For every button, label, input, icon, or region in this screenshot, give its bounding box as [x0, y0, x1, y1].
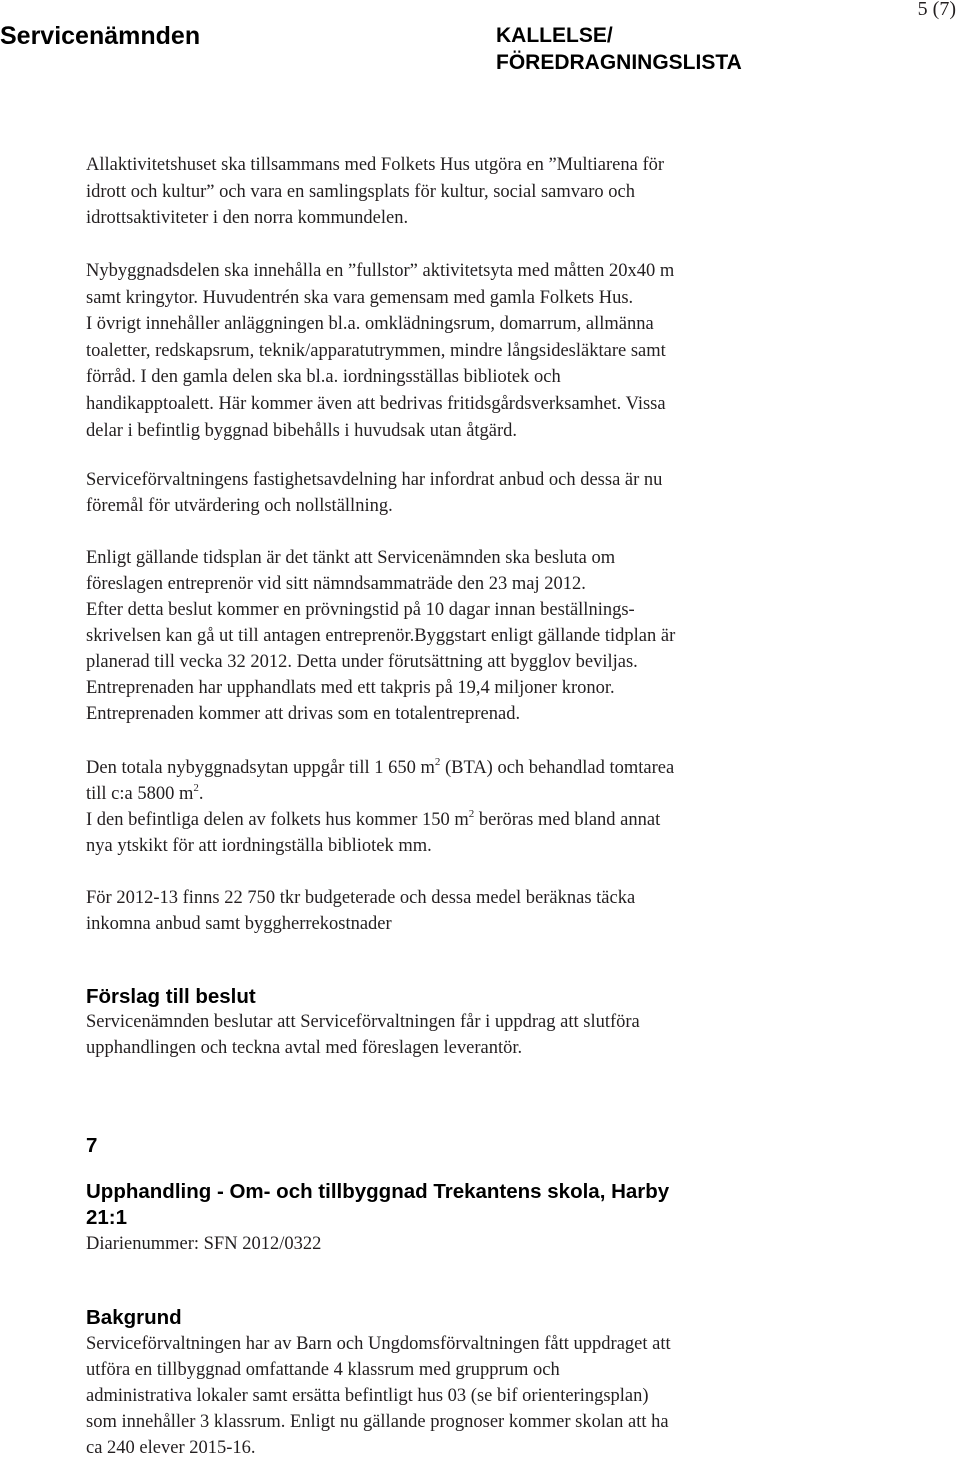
text-line: skrivelsen kan gå ut till antagen entreprenör.Byggstart enligt gällande tidplan är: [86, 626, 676, 646]
text-line: Allaktivitetshuset ska tillsammans med Folkets Hus utgöra en ”Multiarena för: [86, 155, 665, 175]
proposal-heading: Förslag till beslut: [86, 985, 256, 1008]
text-line: Den totala nybyggnadsytan uppgår till 1 650 $m^2$ (BTA) och behandlad tomtarea: [86, 755, 675, 778]
text-line: planerad till vecka 32 2012. Detta under förutsättning att bygglov beviljas.: [86, 652, 638, 672]
paragraph-tidsplan: [86, 545, 802, 727]
item-title: Upphandling - Om- och tillbyggnad Trekantens skola, Harby: [86, 1180, 670, 1203]
document-type-line-2: FÖREDRAGNINGSLISTA: [496, 51, 742, 74]
text-line: idrott och kultur” och vara en samlingsplats för kultur, social samvaro och: [86, 181, 635, 202]
text-line: utföra en tillbyggnad omfattande 4 klassrum med grupprum och: [86, 1360, 560, 1380]
text-line: till c:a 5800 $m^2$.: [86, 781, 204, 804]
document-type-line-1: KALLELSE/: [496, 24, 613, 47]
text-line: I övrigt innehåller anläggningen bl.a. omklädningsrum, domarrum, allmänna: [86, 314, 654, 335]
text-line: idrottsaktiviteter i den norra kommundelen.: [86, 208, 409, 229]
text-line: För 2012-13 finns 22 750 tkr budgeterade och dessa medel beräknas täcka: [86, 888, 636, 908]
text-line: som innehåller 3 klassrum. Enligt nu gällande prognoser kommer skolan att ha: [86, 1412, 669, 1432]
background-heading: Bakgrund: [86, 1306, 182, 1329]
paragraph-anbud: [86, 467, 802, 519]
text-line: administrativa lokaler samt ersätta befintligt hus 03 (se bif orienteringsplan): [86, 1386, 649, 1406]
paragraph-nybyggnad: [86, 258, 802, 444]
text-line: delar i befintlig byggnad bibehålls i huvudsak utan åtgärd.: [86, 420, 518, 441]
text-line: toaletter, redskapsrum, teknik/apparatutrymmen, mindre långsidesläktare samt: [86, 340, 666, 361]
text-line: Nybyggnadsdelen ska innehålla en ”fullstor” aktivitetsyta med måtten 20x40 m: [86, 261, 675, 281]
item-number: 7: [86, 1134, 98, 1157]
text-line: ca 240 elever 2015-16.: [86, 1438, 256, 1458]
text-line: Enligt gällande tidsplan är det tänkt att Servicenämnden ska besluta om: [86, 548, 616, 568]
proposal-text: [86, 1009, 802, 1061]
document-type: [496, 22, 742, 76]
text-line: inkomna anbud samt byggherrekostnader: [86, 914, 392, 934]
text-line: Serviceförvaltningens fastighetsavdelning har infordrat anbud och dessa är nu: [86, 470, 663, 490]
diary-number: [86, 1231, 802, 1257]
paragraph-multiarena: [86, 152, 802, 232]
text-line: förråd. I den gamla delen ska bl.a. iordningsställas bibliotek och: [86, 367, 561, 388]
paragraph-budget: [86, 885, 802, 937]
text-line: handikapptoalett. Här kommer även att bedrivas fritidsgårdsverksamhet. Vissa: [86, 393, 666, 414]
paragraph-ytor: [86, 755, 802, 859]
text-line: nya ytskikt för att iordningställa bibliotek mm.: [86, 836, 432, 856]
item-reference: 21:1: [86, 1206, 128, 1229]
text-line: föreslagen entreprenör vid sitt nämndsammaträde den 23 maj 2012.: [86, 574, 586, 594]
text-line: I den befintliga delen av folkets hus kommer 150 $m^2$ beröras med bland annat: [86, 807, 661, 830]
text-line: Efter detta beslut kommer en prövningstid på 10 dagar innan beställnings-: [86, 600, 635, 620]
text-line: samt kringytor. Huvudentrén ska vara gemensam med gamla Folkets Hus.: [86, 287, 634, 308]
background-text: [86, 1331, 802, 1461]
page-number: 5 (7): [917, 0, 956, 20]
text-line: Serviceförvaltningen har av Barn och Ungdomsförvaltningen fått uppdraget att: [86, 1334, 671, 1354]
text-line: Entreprenaden har upphandlats med ett takpris på 19,4 miljoner kronor.: [86, 678, 615, 698]
organization-name: Servicenämnden: [0, 22, 201, 50]
text-line: föremål för utvärdering och nollställning.: [86, 496, 393, 516]
text-line: Entreprenaden kommer att drivas som en totalentreprenad.: [86, 704, 521, 724]
text-line: Diarienummer: SFN 2012/0322: [86, 1234, 322, 1254]
text-line: Servicenämnden beslutar att Serviceförvaltningen får i uppdrag att slutföra: [86, 1012, 640, 1032]
text-line: upphandlingen och teckna avtal med föreslagen leverantör.: [86, 1038, 523, 1058]
